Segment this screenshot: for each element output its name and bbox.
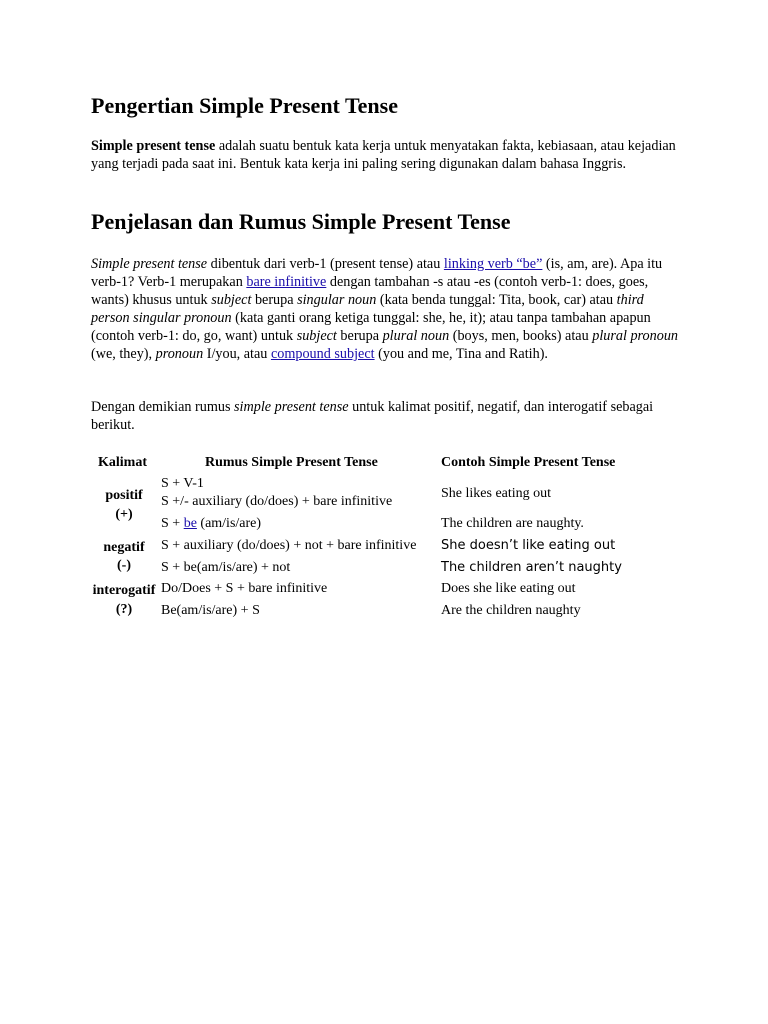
table-header-contoh: Contoh Simple Present Tense (441, 455, 616, 470)
label-negatif: negatif (103, 540, 145, 555)
table-row: S + auxiliary (do/does) + not + bare infinitive (161, 538, 417, 553)
section-title-penjelasan: Penjelasan dan Rumus Simple Present Tense (91, 209, 511, 234)
label-interogatif-symbol: (?) (115, 602, 133, 617)
link-linking-verb-be[interactable]: linking verb “be” (443, 256, 543, 272)
table-row: S + be (am/is/are) (161, 516, 262, 531)
section-title-pengertian: Pengertian Simple Present Tense (91, 93, 398, 118)
label-interogatif: interogatif (92, 583, 156, 598)
table-row: Be(am/is/are) + S (161, 603, 260, 618)
explanation-paragraph: Simple present tense dibentuk dari verb-1 (present tense) atau linking verb “be” (is, am, are). Apa itu verb-1? Verb-1 merupakan bare infinitive dengan tambahan -s atau -es (contoh verb-1: does, goes, wants) khusus untuk subject berupa singular noun (kata benda tunggal: Tita, book, car) atau third person singular pronoun (kata ganti orang ketiga tunggal: she, he, it); atau tanpa tambahan apapun (contoh verb-1: do, go, want) untuk subject berupa plural noun (boys, men, books) atau plural pronoun (we, they), pronoun I/you, atau compound subject (you and me, Tina and Ratih). (91, 256, 679, 362)
label-positif-symbol: (+) (115, 507, 133, 522)
term-bold: Simple present tense (91, 138, 216, 154)
link-be[interactable]: be (183, 516, 197, 531)
table-row: Do/Does + S + bare infinitive (161, 581, 328, 596)
link-compound-subject[interactable]: compound subject (270, 346, 375, 362)
table-header-rumus: Rumus Simple Present Tense (205, 455, 378, 470)
table-row: She doesn’t like eating out (441, 538, 616, 553)
table-row: The children are naughty. (441, 516, 584, 531)
summary-paragraph: Dengan demikian rumus simple present tense untuk kalimat positif, negatif, dan interogatif sebagai berikut. (91, 399, 654, 433)
table-row: She likes eating out (441, 486, 552, 501)
table-row: Are the children naughty (441, 603, 581, 618)
link-bare-infinitive[interactable]: bare infinitive (246, 274, 327, 290)
table-row: S + be(am/is/are) + not (161, 560, 291, 575)
definition-paragraph: Simple present tense adalah suatu bentuk kata kerja untuk menyatakan fakta, kebiasaan, atau kejadian yang terjadi pada saat ini. Bentuk kata kerja ini paling sering digunakan dalam bahasa Inggris. (91, 138, 676, 172)
table-row: S + V-1 (161, 476, 204, 491)
table-header-kalimat: Kalimat (98, 455, 147, 470)
label-positif: positif (105, 488, 143, 503)
label-negatif-symbol: (-) (117, 558, 131, 573)
table-row: S +/- auxiliary (do/does) + bare infinitive (161, 494, 393, 509)
table-row: The children aren’t naughty (441, 560, 622, 575)
table-row: Does she like eating out (441, 581, 576, 596)
